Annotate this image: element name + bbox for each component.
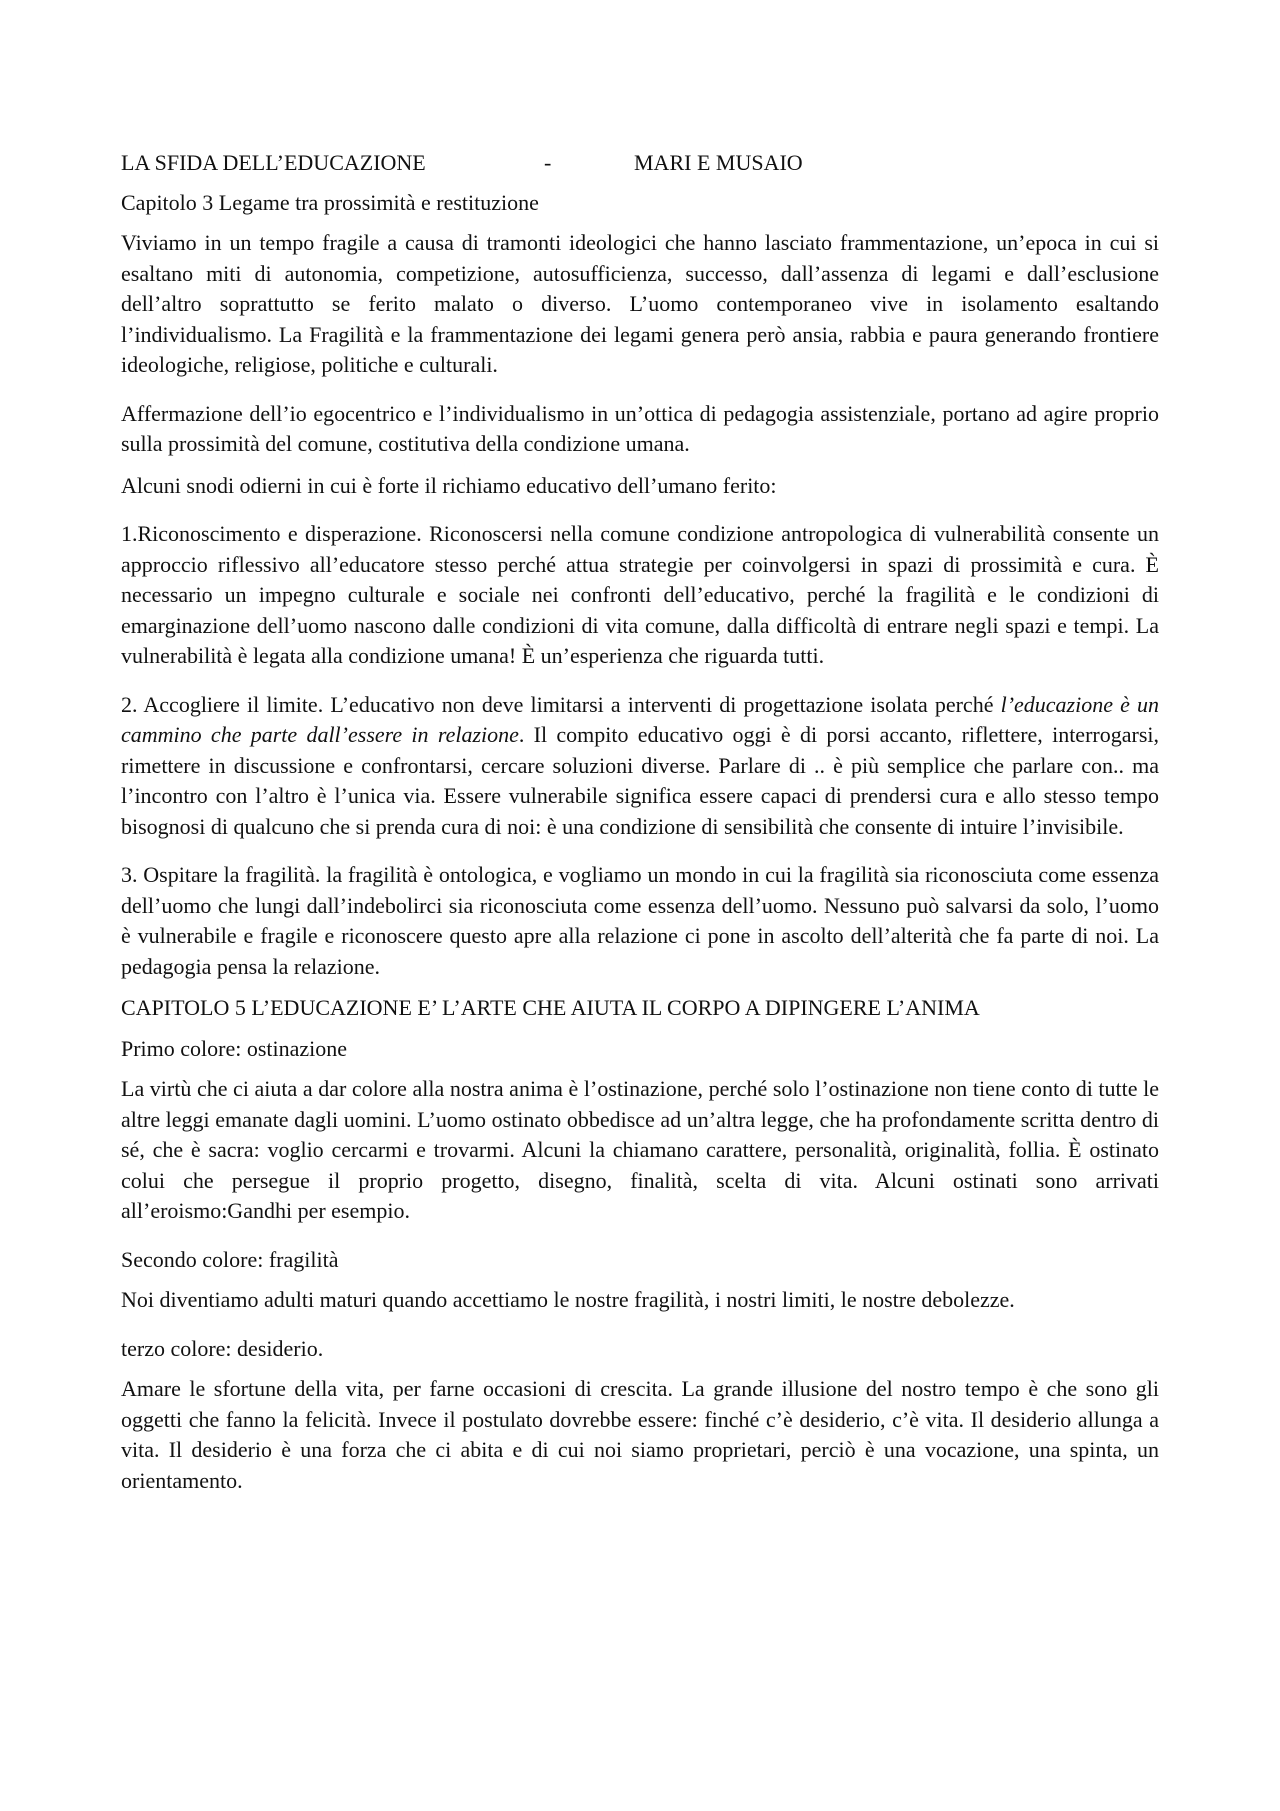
first-color-title: Primo colore: ostinazione [121,1035,348,1061]
paragraph-text: 2. Accogliere il limite. L’educativo non deve limitarsi a interventi di progettazione isolata perché [121,691,1001,717]
paragraph: Alcuni snodi odierni in cui è forte il richiamo educativo dell’umano ferito: [121,472,777,498]
chapter-3-title: Capitolo 3 Legame tra prossimità e restituzione [121,189,539,215]
emphasized-text: l’educazione è un cammino che parte dall’essere in relazione [121,691,1160,747]
third-color-text: Amare le sfortune della vita, per farne occasioni di crescita. La grande illusione del nostro tempo è che sono gli oggetti che fanno la felicità. Invece il postulato dovrebbe essere: finché c’è desiderio, c’è vita. Il desiderio allunga a vita. Il desiderio è una forza che ci abita e di cui noi siamo proprietari, perciò è una vocazione, una spinta, un orientamento. [121,1376,1159,1493]
header-authors: MARI E MUSAIO [634,150,803,175]
paragraph: Affermazione dell’io egocentrico e l’individualismo in un’ottica di pedagogia assistenziale, portano ad agire proprio sulla prossimità del comune, costitutiva della condizione umana. [121,400,1159,456]
header-title: LA SFIDA DELL’EDUCAZIONE [121,150,426,175]
second-color-text: Noi diventiamo adulti maturi quando accettiamo le nostre fragilità, i nostri limiti, le nostre debolezze. [121,1287,1015,1312]
document-header [121,148,1159,179]
chapter-5-title: CAPITOLO 5 L’EDUCAZIONE E’ L’ARTE CHE AIUTA IL CORPO A DIPINGERE L’ANIMA [121,995,980,1020]
paragraph-point-2 [121,690,1159,843]
first-color-text: La virtù che ci aiuta a dar colore alla nostra anima è l’ostinazione, perché solo l’ostinazione non tiene conto di tutte le altre leggi emanate dagli uomini. L’uomo ostinato obbedisce ad un’altra legge, che ha profondamente scritta dentro di sé, che è sacra: voglio cercarmi e trovarmi. Alcuni la chiamano carattere, personalità, originalità, follia. È ostinato colui che persegue il proprio progetto, disegno, finalità, scelta di vita. Alcuni ostinati sono arrivati all’eroismo:Gandhi per esempio. [121,1076,1159,1223]
third-color-title: terzo colore: desiderio. [121,1335,324,1361]
paragraph-point-1: 1.Riconoscimento e disperazione. Riconoscersi nella comune condizione antropologica di vulnerabilità consente un approccio riflessivo all’educatore stesso perché attua strategie per coinvolgersi in spazi di prossimità e cura. È necessario un impegno culturale e sociale nei confronti dell’educativo, perché la fragilità e le condizioni di emarginazione dell’uomo nascono dalle condizioni di vita comune, dalla difficoltà di entrare negli spazi e tempi. La vulnerabilità è legata alla condizione umana! È un’esperienza che riguarda tutti. [121,521,1159,668]
header-separator: - [544,150,552,175]
paragraph-point-3: 3. Ospitare la fragilità. la fragilità è ontologica, e vogliamo un mondo in cui la fragilità sia riconosciuta come essenza dell’uomo che lungi dall’indebolirci sia riconosciuta come essenza dell’uomo. Nessuno può salvarsi da solo, l’uomo è vulnerabile e fragile e riconoscere questo apre alla relazione ci pone in ascolto dell’alterità che fa parte di noi. La pedagogia pensa la relazione. [121,862,1159,979]
paragraph: Viviamo in un tempo fragile a causa di tramonti ideologici che hanno lasciato frammentazione, un’epoca in cui si esaltano miti di autonomia, competizione, autosufficienza, successo, dall’assenza di legami e dall’esclusione dell’altro soprattutto se ferito malato o diverso. L’uomo contemporaneo vive in isolamento esaltando l’individualismo. La Fragilità e la frammentazione dei legami genera però ansia, rabbia e paura generando frontiere ideologiche, religiose, politiche e culturali. [121,230,1159,377]
second-color-title: Secondo colore: fragilità [121,1246,339,1272]
paragraph-text: . Il compito educativo oggi è di porsi accanto, riflettere, interrogarsi, rimettere in discussione e confrontarsi, cercare soluzioni diverse. Parlare di .. è più semplice che parlare con.. ma l’incontro con l’altro è l’unica via. Essere vulnerabile significa essere capaci di prendersi cura e allo stesso tempo bisognosi di qualcuno che si prenda cura di noi: è una condizione di sensibilità che consente di intuire l’invisibile. [121,722,1159,839]
